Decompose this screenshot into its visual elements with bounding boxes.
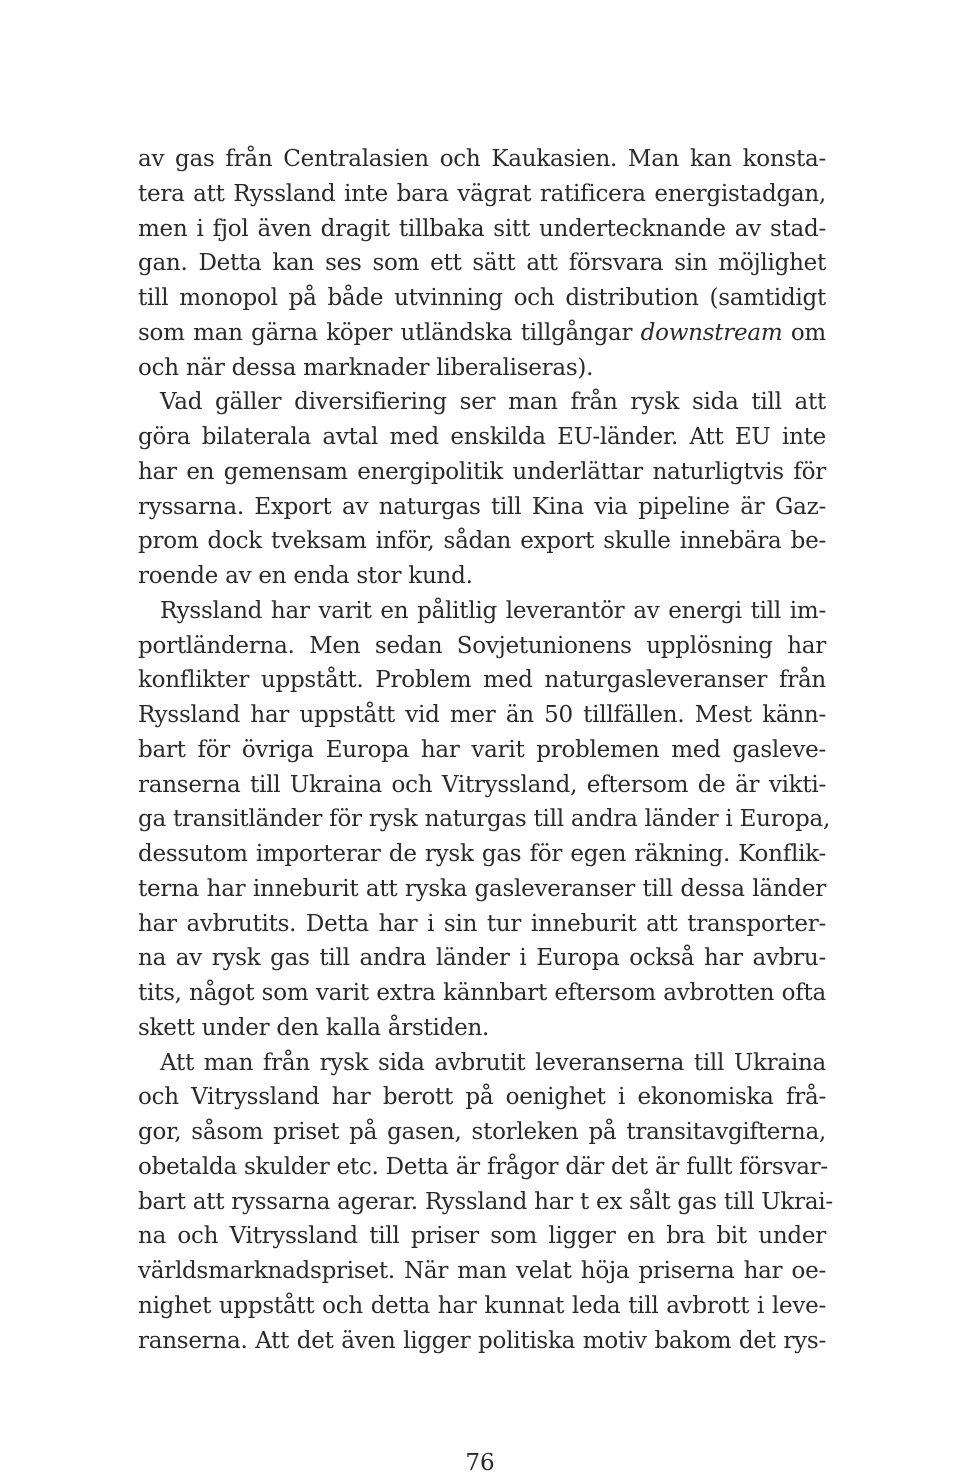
text-line: Ryssland har uppstått vid mer än 50 tillfällen. Mest känn- bbox=[138, 702, 826, 728]
text-line: nighet uppstått och detta har kunnat leda till avbrott i leve- bbox=[138, 1292, 826, 1319]
text-line: na och Vitryssland till priser som ligger en bra bit under bbox=[138, 1223, 826, 1250]
page-number: 76 bbox=[465, 1450, 495, 1476]
text-line: tera att Ryssland inte bara vägrat ratificera energistadgan, bbox=[138, 180, 826, 207]
text-line: och Vitryssland har berott på oenighet i ekonomiska frå- bbox=[138, 1084, 826, 1111]
text-line bbox=[138, 316, 826, 351]
text-line: ranserna. Att det även ligger politiska motiv bakom det rys- bbox=[138, 1327, 826, 1354]
text-line: av gas från Centralasien och Kaukasien. Man kan konsta- bbox=[138, 146, 826, 172]
text-line: konflikter uppstått. Problem med naturgasleveranser från bbox=[138, 667, 826, 694]
text-line: portländerna. Men sedan Sovjetunionens upplösning har bbox=[138, 632, 826, 659]
text-line: gan. Detta kan ses som ett sätt att försvara sin möjlighet bbox=[138, 250, 826, 277]
text-line: ryssarna. Export av naturgas till Kina via pipeline är Gaz- bbox=[138, 493, 826, 520]
text-line: ranserna till Ukraina och Vitryssland, eftersom de är vikti- bbox=[138, 771, 826, 798]
text-line: skett under den kalla årstiden. bbox=[138, 1014, 490, 1041]
text-line: obetalda skulder etc. Detta är frågor där det är fullt försvar- bbox=[138, 1153, 828, 1180]
body-text bbox=[138, 142, 833, 1358]
text-line: har en gemensam energipolitik underlättar naturligtvis för bbox=[138, 458, 826, 485]
text-line: Vad gäller diversifiering ser man från rysk sida till att bbox=[160, 389, 826, 416]
text-line: gor, såsom priset på gasen, storleken på transitavgifterna, bbox=[138, 1119, 826, 1145]
text-line: roende av en enda stor kund. bbox=[138, 563, 473, 589]
text-line: ga transitländer för rysk naturgas till andra länder i Europa, bbox=[138, 806, 831, 833]
text-line: världsmarknadspriset. När man velat höja priserna har oe- bbox=[138, 1258, 826, 1284]
text-line: bart att ryssarna agerar. Ryssland har t ex sålt gas till Ukrai- bbox=[138, 1188, 833, 1215]
text-line: bart för övriga Europa har varit problemen med gasleve- bbox=[138, 736, 826, 763]
text-line: tits, något som varit extra kännbart eftersom avbrotten ofta bbox=[138, 980, 826, 1006]
text-line: na av rysk gas till andra länder i Europa också har avbru- bbox=[138, 945, 826, 972]
text-line: Att man från rysk sida avbrutit leveranserna till Ukraina bbox=[160, 1049, 826, 1076]
text-segment: om bbox=[782, 319, 826, 346]
italic-term: downstream bbox=[640, 319, 783, 346]
text-line: Ryssland har varit en pålitlig leverantör av energi till im- bbox=[160, 597, 826, 624]
text-line: till monopol på både utvinning och distribution (samtidigt bbox=[138, 285, 826, 311]
text-line: och när dessa marknader liberaliseras). bbox=[138, 354, 594, 381]
text-line: terna har inneburit att ryska gasleveranser till dessa länder bbox=[138, 875, 826, 902]
text-line: göra bilaterala avtal med enskilda EU-länder. Att EU inte bbox=[138, 424, 826, 450]
text-line: har avbrutits. Detta har i sin tur inneburit att transporter- bbox=[138, 910, 826, 937]
text-line: dessutom importerar de rysk gas för egen räkning. Konflik- bbox=[138, 841, 826, 867]
text-line: men i fjol även dragit tillbaka sitt undertecknande av stad- bbox=[138, 215, 826, 242]
text-line: prom dock tveksam inför, sådan export skulle innebära be- bbox=[138, 528, 826, 555]
text-segment: som man gärna köper utländska tillgångar bbox=[138, 319, 641, 346]
